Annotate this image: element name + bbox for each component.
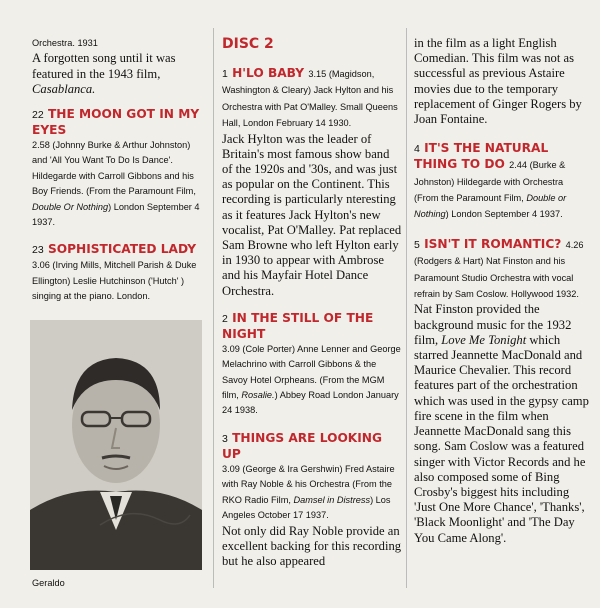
track-3-heading: 3 THINGS ARE LOOKING UP — [222, 430, 382, 461]
track-23 — [32, 242, 208, 304]
column-left — [32, 36, 208, 305]
track-5-heading: 5 ISN'T IT ROMANTIC? 4.26 (Rodgers & Hart) Nat Finston and his Paramount Studio Orchestra with vocal refrain by Sam Coslow. Hollywood 1932. — [414, 236, 584, 300]
track-4-heading: 4 IT'S THE NATURAL THING TO DO 2.44 (Burke & Johnston) Hildegarde with Orchestra (From the Paramount Film, Double or Nothing) London September 4 1937. — [414, 141, 567, 220]
track-5-text: Nat Finston provided the background music for the 1932 film, Love Me Tonight which starred Jeannette MacDonald and Maurice Chevalier. This record features part of the orchestration which was used in the gypsy camp fire scene in the film when Jeannette MacDonald sang this song. Sam Coslow was a featured singer with Victor Records and he also composed some of Bing Crosby's biggest hits including 'Just One More Chance', 'Thanks', 'Black Moonlight' and 'The Day You Came Along'. — [414, 302, 589, 545]
track-2 — [222, 311, 402, 419]
column-middle — [222, 36, 402, 569]
track-2-details: 3.09 (Cole Porter) Anne Lenner and George Melachrino with Carroll Gibbons & the Savoy Hotel Orpheans. (From the MGM film, Rosalie.) Abbey Road London January 24 1938. — [222, 343, 401, 416]
intro-line: Orchestra. 1931 — [32, 38, 98, 48]
column-right — [414, 36, 590, 546]
intro-text: A forgotten song until it was featured in the 1943 film, Casablanca. — [32, 51, 176, 96]
track-4 — [414, 141, 590, 223]
track-2-heading: 2 IN THE STILL OF THE NIGHT — [222, 310, 374, 341]
intro-film: Casablanca. — [32, 81, 96, 96]
track-23-details: 3.06 (Irving Mills, Mitchell Parish & Duke Ellington) Leslie Hutchinson ('Hutch' ) singing at the piano. London. — [32, 260, 197, 302]
track-22-details: 2.58 (Johnny Burke & Arthur Johnston) and 'All You Want To Do Is Dance'. Hildegarde with Carroll Gibbons and his Boy Friends. (From the Paramount Film, Double Or Nothing) London September 4 1937. — [32, 140, 200, 228]
track-23-heading: 23 SOPHISTICATED LADY — [32, 242, 197, 257]
track-1 — [222, 66, 402, 299]
geraldo-photo — [30, 320, 202, 570]
track-1-heading: 1 H'LO BABY 3.15 (Magidson, Washington & Cleary) Jack Hylton and his Orchestra with Pat O'Malley. Small Queens Hall, London February 14 1930. — [222, 66, 398, 129]
photo-caption: Geraldo — [32, 578, 65, 588]
column-divider-left — [213, 28, 214, 588]
track-1-text: Jack Hylton was the leader of Britain's most famous show band of the 1920s and '30s, and was just as popular on the Continent. This recording is particularly nteresting as it features Jack Hylton's new vocalist, Pat O'Malley. Pat replaced Sam Browne who left Hylton early in 1930 to appear with Ambrose and his Mayfair Hotel Dance Orchestra. — [222, 131, 402, 298]
continued-text: in the film as a light English Comedian. This film was not as successful as previous Astaire movies due to the temporary replacement of Ginger Rogers by Joan Fontaine. — [414, 36, 582, 127]
track-22-heading: 22 THE MOON GOT IN MY EYES — [32, 107, 200, 138]
track-3 — [222, 431, 402, 569]
track-3-details: 3.09 (George & Ira Gershwin) Fred Astaire with Ray Noble & his Orchestra (From the RKO Radio Film, Damsel in Distress) Los Angeles October 17 1937. — [222, 463, 395, 521]
column-divider-right — [406, 28, 407, 588]
track-22 — [32, 107, 208, 230]
disc-label: DISC 2 — [222, 36, 274, 52]
track-5 — [414, 237, 590, 546]
portrait-illustration — [30, 320, 202, 570]
track-3-text: Not only did Ray Noble provide an excellent backing for this recording but he also appeared — [222, 523, 402, 568]
